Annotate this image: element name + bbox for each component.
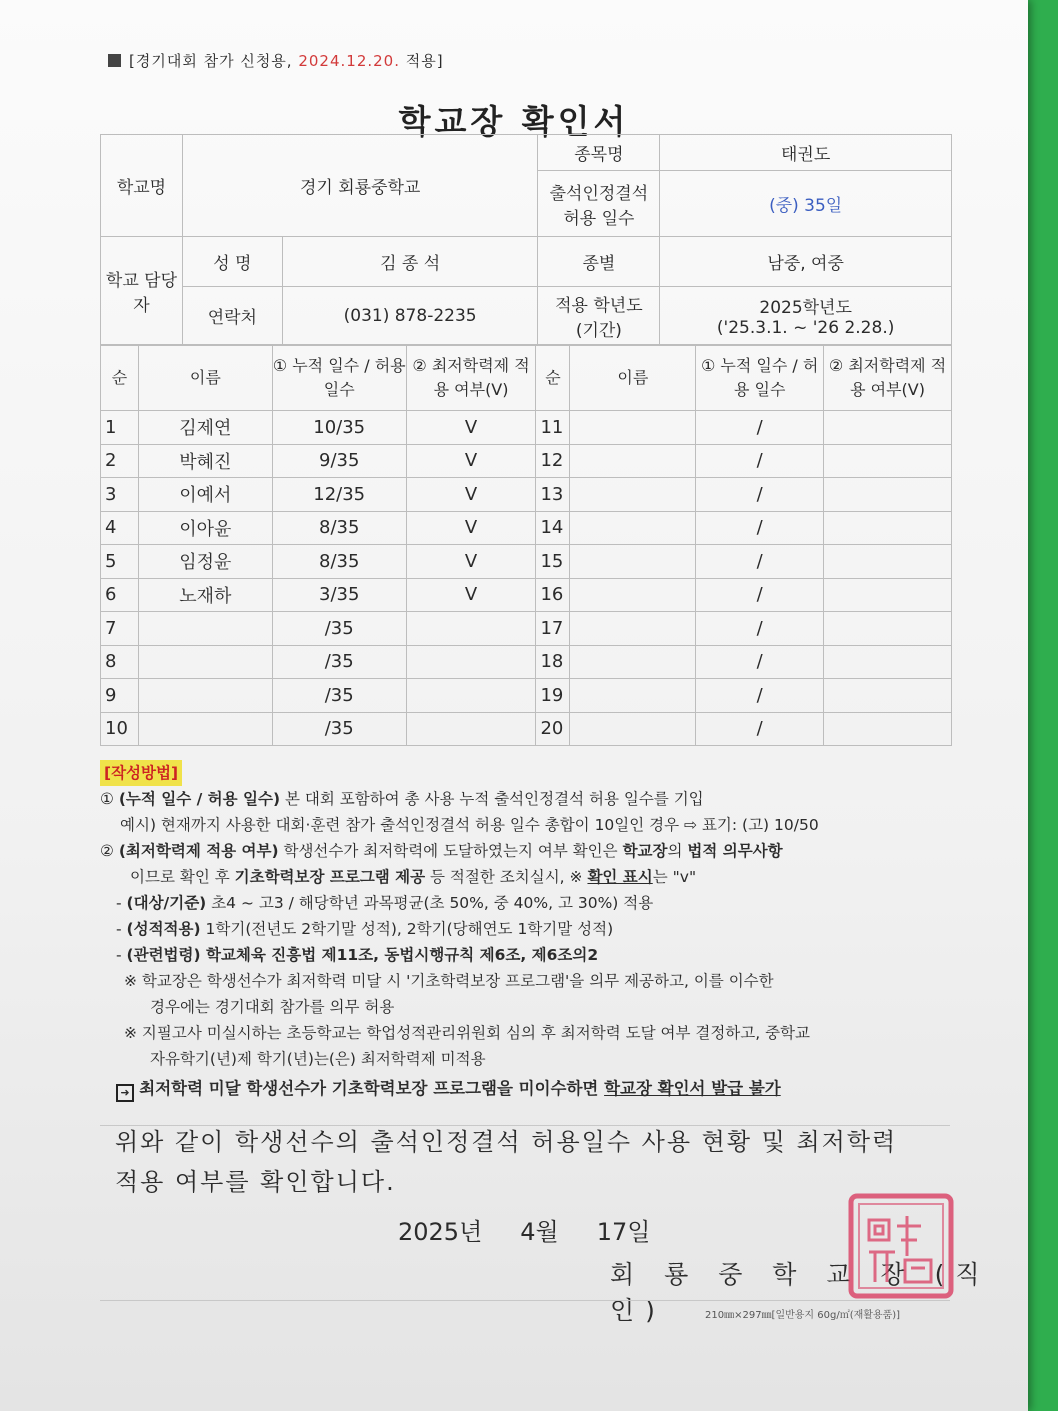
- days-cell: /: [696, 612, 824, 646]
- seq-cell: 12: [536, 444, 570, 478]
- check-cell: [824, 712, 952, 746]
- table-row: [101, 578, 952, 612]
- name-cell: [138, 645, 272, 679]
- name-cell: 이예서: [138, 478, 272, 512]
- seq-cell: 6: [101, 578, 139, 612]
- days-cell: /: [696, 511, 824, 545]
- check-header: ② 최저학력제 적용 여부(V): [824, 346, 952, 411]
- category-value: 남중, 여중: [660, 237, 952, 287]
- target-criteria: - (대상/기준) 초4 ~ 고3 / 해당학년 과목평균(초 50%, 중 40%, 고 30%) 적용: [116, 894, 654, 912]
- table-row: [101, 478, 952, 512]
- check-header: ② 최저학력제 적용 여부(V): [406, 346, 536, 411]
- student-table: [100, 345, 952, 746]
- seq-cell: 20: [536, 712, 570, 746]
- name-cell: [570, 578, 696, 612]
- category-label: 종별: [538, 237, 660, 287]
- note-1-cont: 경우에는 경기대회 참가를 의무 허용: [150, 998, 395, 1016]
- days-cell: /: [696, 411, 824, 445]
- seq-cell: 9: [101, 679, 139, 713]
- instructions-tag: [작성방법]: [100, 760, 182, 786]
- name-value: 김 종 석: [282, 237, 538, 287]
- contact-value: (031) 878-2235: [282, 287, 538, 345]
- check-cell: [406, 612, 536, 646]
- days-cell: /: [696, 645, 824, 679]
- table-row: [101, 411, 952, 445]
- square-bullet-icon: [108, 54, 121, 67]
- table-row: [101, 712, 952, 746]
- school-info-table: [100, 134, 952, 345]
- instructions-section: [100, 760, 960, 1102]
- check-cell: V: [406, 478, 536, 512]
- closing-statement: 위와 같이 학생선수의 출석인정결석 허용일수 사용 현황 및 최저학력 적용 여부를 확인합니다.: [115, 1128, 898, 1196]
- note-2: ※ 지필고사 미실시하는 초등학교는 학업성적관리위원회 심의 후 최저학력 도달 여부 결정하고, 중학교: [124, 1024, 811, 1042]
- days-cell: /: [696, 444, 824, 478]
- days-cell: /35: [272, 679, 406, 713]
- page-title: 학교장 확인서: [398, 102, 630, 141]
- name-cell: [570, 545, 696, 579]
- name-cell: [570, 444, 696, 478]
- name-cell: 김제연: [138, 411, 272, 445]
- days-cell: /35: [272, 612, 406, 646]
- seq-cell: 7: [101, 612, 139, 646]
- name-cell: 임정윤: [138, 545, 272, 579]
- seq-header: 순: [536, 346, 570, 411]
- final-warning: ➜ 최저학력 미달 학생선수가 기초학력보장 프로그램을 미이수하면 학교장 확인서 발급 불가: [100, 1076, 960, 1102]
- check-cell: [824, 511, 952, 545]
- table-row: [101, 511, 952, 545]
- instruction-item-1: ① (누적 일수 / 허용 일수) 본 대회 포함하여 총 사용 누적 출석인정결석 허용 일수를 기입: [100, 790, 704, 808]
- name-header: 이름: [138, 346, 272, 411]
- paper-spec: 210㎜×297㎜[일반용지 60g/㎡(재활용품)]: [705, 1310, 901, 1321]
- sport-label: 종목명: [538, 135, 660, 171]
- name-cell: [570, 679, 696, 713]
- days-cell: 8/35: [272, 545, 406, 579]
- table-row: [101, 612, 952, 646]
- seq-cell: 4: [101, 511, 139, 545]
- sport-value: 태권도: [660, 135, 952, 171]
- table-row: [101, 545, 952, 579]
- seq-cell: 18: [536, 645, 570, 679]
- seq-cell: 2: [101, 444, 139, 478]
- instruction-example: 예시) 현재까지 사용한 대회·훈련 참가 출석인정결석 허용 일수 총합이 10일인 경우 ⇨ 표기: (고) 10/50: [120, 816, 819, 834]
- seq-cell: 8: [101, 645, 139, 679]
- seq-cell: 10: [101, 712, 139, 746]
- check-cell: [406, 679, 536, 713]
- school-value: 경기 회룡중학교: [182, 135, 538, 237]
- check-cell: [824, 578, 952, 612]
- official-seal-stamp: [845, 1190, 957, 1302]
- name-cell: [570, 411, 696, 445]
- days-header: ① 누적 일수 / 허용 일수: [696, 346, 824, 411]
- check-cell: [824, 444, 952, 478]
- days-cell: /: [696, 478, 824, 512]
- check-cell: [824, 545, 952, 579]
- note-1: ※ 학교장은 학생선수가 최저학력 미달 시 '기초학력보장 프로그램'을 의무 제공하고, 이를 이수한: [124, 972, 774, 990]
- arrow-box-icon: ➜: [116, 1084, 134, 1102]
- seq-cell: 13: [536, 478, 570, 512]
- table-row: [101, 645, 952, 679]
- principal-signature: 회 룡 중 학 교 장 (직인): [610, 1260, 991, 1325]
- seq-cell: 15: [536, 545, 570, 579]
- days-cell: 3/35: [272, 578, 406, 612]
- seq-cell: 17: [536, 612, 570, 646]
- name-cell: [570, 511, 696, 545]
- days-cell: 12/35: [272, 478, 406, 512]
- days-header: ① 누적 일수 / 허용 일수: [272, 346, 406, 411]
- check-cell: [824, 679, 952, 713]
- grade-application: - (성적적용) 1학기(전년도 2학기말 성적), 2학기(당해연도 1학기말 성적): [116, 920, 614, 938]
- note-2-cont: 자유학기(년)제 학기(년)는(은) 최저학력제 미적용: [150, 1050, 486, 1068]
- name-cell: [570, 712, 696, 746]
- check-cell: V: [406, 578, 536, 612]
- check-cell: V: [406, 444, 536, 478]
- name-cell: [138, 712, 272, 746]
- instruction-item-2-cont: 이므로 확인 후 기초학력보장 프로그램 제공 등 적절한 조치실시, ※ 확인 표시는 "v": [130, 868, 697, 886]
- school-label: 학교명: [101, 135, 183, 237]
- days-cell: 9/35: [272, 444, 406, 478]
- check-cell: V: [406, 511, 536, 545]
- check-cell: [406, 712, 536, 746]
- issue-date: 2025년 4월 17일: [398, 1218, 651, 1246]
- table-row: [101, 444, 952, 478]
- check-cell: [406, 645, 536, 679]
- days-cell: /35: [272, 645, 406, 679]
- check-cell: [824, 645, 952, 679]
- applied-date: 2024.12.20.: [298, 52, 400, 70]
- days-cell: /: [696, 578, 824, 612]
- related-law: - (관련법령) 학교체육 진흥법 제11조, 동법시행규칙 제6조, 제6조의2: [116, 946, 599, 964]
- name-header: 이름: [570, 346, 696, 411]
- name-cell: 이아윤: [138, 511, 272, 545]
- seq-cell: 14: [536, 511, 570, 545]
- table-row: [101, 679, 952, 713]
- name-cell: 박혜진: [138, 444, 272, 478]
- name-cell: 노재하: [138, 578, 272, 612]
- year-label: 적용 학년도 (기간): [538, 287, 660, 345]
- days-cell: /: [696, 679, 824, 713]
- check-cell: [824, 612, 952, 646]
- header-note: [경기대회 참가 신청용, 2024.12.20. 적용]: [108, 50, 444, 71]
- days-cell: /35: [272, 712, 406, 746]
- check-cell: V: [406, 411, 536, 445]
- absence-value: (중) 35일: [660, 171, 952, 237]
- year-value: 2025학년도 ('25.3.1. ~ '26 2.28.): [660, 287, 952, 345]
- seq-cell: 1: [101, 411, 139, 445]
- seq-cell: 19: [536, 679, 570, 713]
- manager-label: 학교 담당자: [101, 237, 183, 345]
- days-cell: 10/35: [272, 411, 406, 445]
- check-cell: [824, 478, 952, 512]
- contact-label: 연락처: [182, 287, 282, 345]
- name-cell: [570, 612, 696, 646]
- name-cell: [570, 478, 696, 512]
- seq-cell: 5: [101, 545, 139, 579]
- check-cell: V: [406, 545, 536, 579]
- name-cell: [570, 645, 696, 679]
- seq-cell: 16: [536, 578, 570, 612]
- seq-cell: 3: [101, 478, 139, 512]
- seq-cell: 11: [536, 411, 570, 445]
- instruction-item-2: ② (최저학력제 적용 여부) 학생선수가 최저학력에 도달하였는지 여부 확인은 학교장의 법적 의무사항: [100, 842, 783, 860]
- days-cell: /: [696, 712, 824, 746]
- seq-header: 순: [101, 346, 139, 411]
- days-cell: 8/35: [272, 511, 406, 545]
- check-cell: [824, 411, 952, 445]
- absence-label: 출석인정결석 허용 일수: [538, 171, 660, 237]
- name-cell: [138, 612, 272, 646]
- name-cell: [138, 679, 272, 713]
- days-cell: /: [696, 545, 824, 579]
- name-label: 성 명: [182, 237, 282, 287]
- footer-divider: [100, 1300, 950, 1301]
